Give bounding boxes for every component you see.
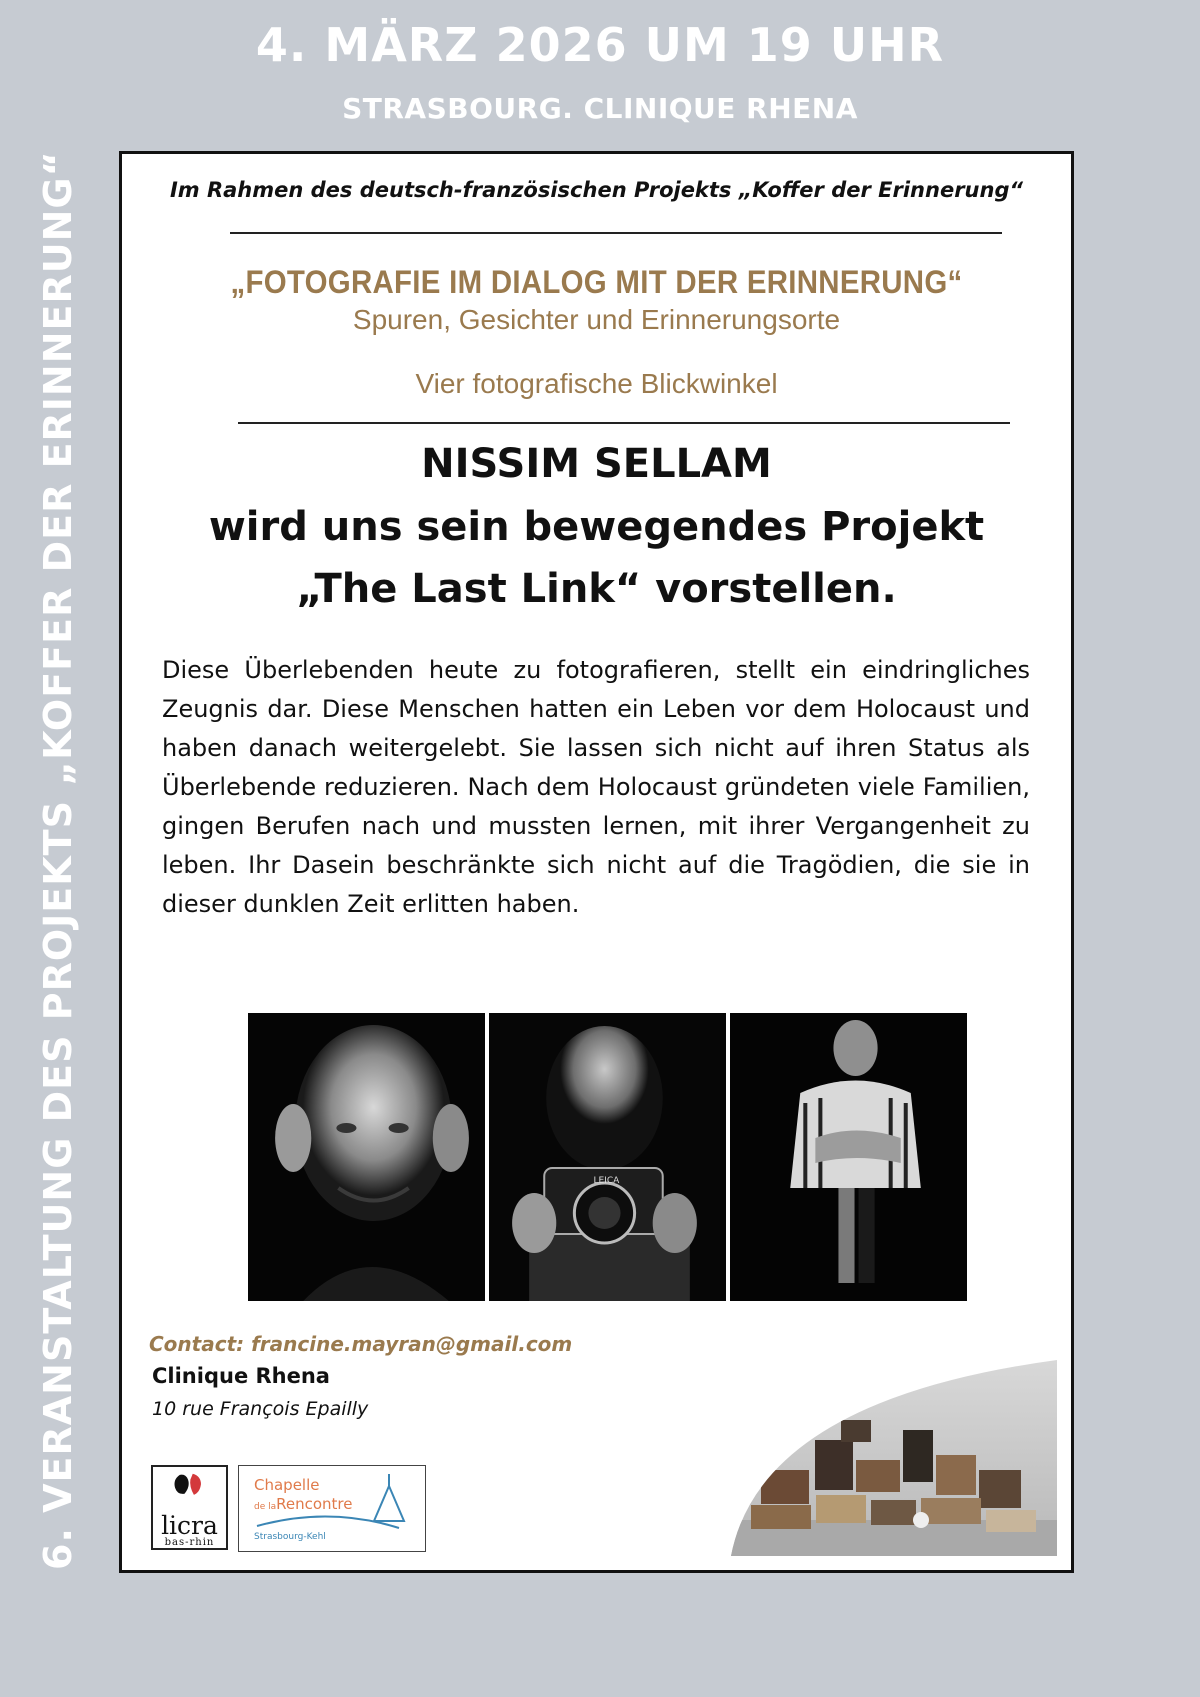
exhibition-subtitle: Spuren, Gesichter und Erinnerungsorte: [352, 304, 841, 335]
venue-name: Clinique Rhena: [152, 1364, 330, 1388]
chapelle-rencontre: de laRencontre: [254, 1495, 353, 1513]
chapelle-subtitle: Strasbourg-Kehl: [254, 1532, 326, 1542]
project-frame-line: Im Rahmen des deutsch-französischen Projekts „Koffer der Erinnerung“: [169, 178, 1024, 202]
photo-strip: [248, 1013, 967, 1301]
contact-email[interactable]: Contact: francine.mayran@gmail.com: [149, 1332, 573, 1356]
chapelle-logo: [238, 1465, 426, 1552]
chapel-icon: [239, 1466, 427, 1553]
camera-brand-text: LEICA: [593, 1176, 620, 1186]
exhibition-title: „FOTOGRAFIE IM DIALOG MIT DER ERINNERUNG“: [230, 264, 963, 300]
portrait-photo-3: [730, 1013, 967, 1301]
event-location: STRASBOURG. CLINIQUE RHENA: [342, 92, 858, 125]
licra-wordmark: licra: [161, 1511, 218, 1540]
event-date: 4. MÄRZ 2026 UM 19 UHR: [255, 18, 945, 72]
licra-subtitle: bas-rhin: [164, 1537, 215, 1548]
headline-line-3: „The Last Link“ vorstellen.: [296, 566, 897, 612]
speaker-name: NISSIM SELLAM: [421, 441, 772, 487]
divider: [238, 422, 1010, 424]
portrait-photo-2: [489, 1013, 726, 1301]
venue-address: 10 rue François Epailly: [152, 1398, 369, 1420]
poster-card: [119, 151, 1074, 1573]
licra-logo: [151, 1465, 228, 1550]
portrait-photo-1: [248, 1013, 485, 1301]
divider: [230, 232, 1002, 234]
suitcase-exhibition-photo: [731, 1360, 1057, 1556]
exhibition-subtitle-2: Vier fotografische Blickwinkel: [415, 368, 778, 399]
headline-line-2: wird uns sein bewegendes Projekt: [208, 504, 985, 550]
side-event-label: 6. VERANSTALTUNG DES PROJEKTS „KOFFER DER ERINNERUNG“: [36, 150, 80, 1570]
description-paragraph: Diese Überlebenden heute zu fotografieren, stellt ein eindringliches Zeugnis dar. Diese Menschen hatten ein Leben vor dem Holocaust und haben danach weitergelebt. Sie lassen sich nicht auf ihren Status als Überlebende reduzieren. Nach dem Holocaust gründeten viele Familien, gingen Berufen nach und mussten lernen, mit ihrer Vergangenheit zu leben. Ihr Dasein beschränkte sich nicht auf die Tragödien, die sie in dieser dunklen Zeit erlitten haben.: [162, 656, 1030, 918]
chapelle-word: Chapelle: [254, 1476, 320, 1494]
